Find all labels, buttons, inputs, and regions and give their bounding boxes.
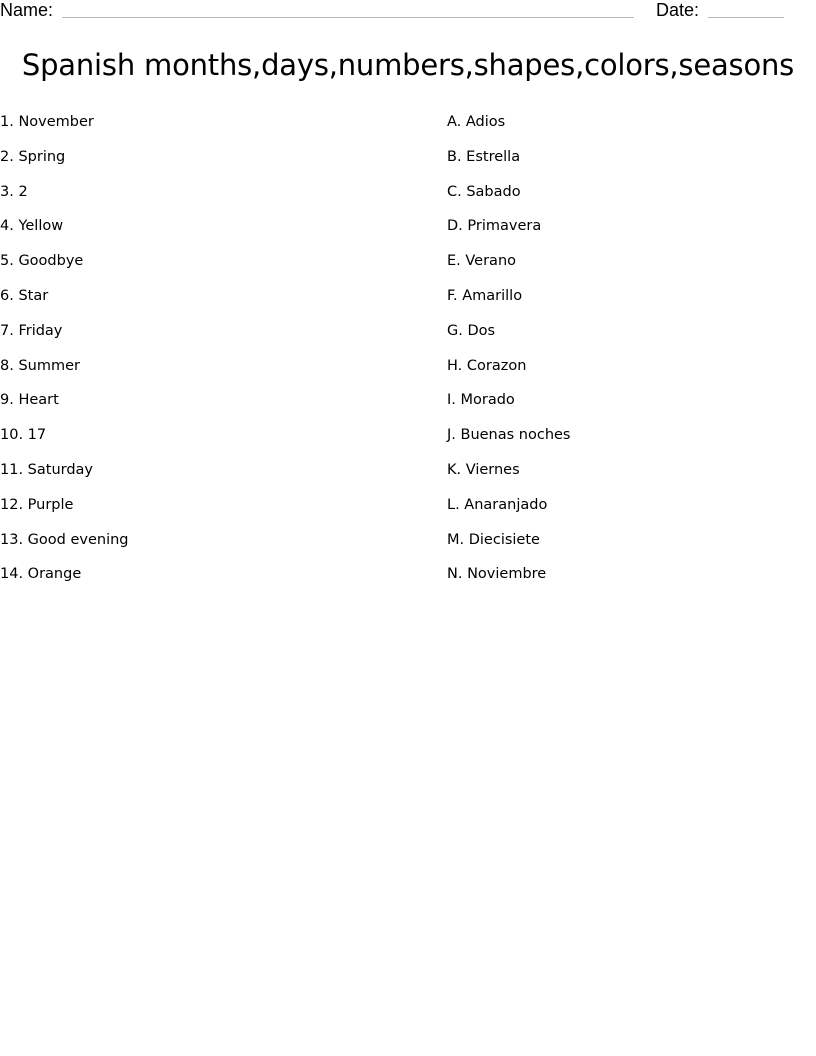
answer-item: C. Sabado bbox=[447, 183, 521, 200]
questions-list bbox=[0, 112, 420, 599]
question-item: 7. Friday bbox=[0, 322, 63, 339]
question-item: 5. Goodbye bbox=[0, 253, 84, 270]
question-item: 11. Saturday bbox=[0, 461, 94, 478]
question-item: 14. Orange bbox=[0, 566, 82, 583]
question-item: 9. Heart bbox=[0, 392, 59, 409]
name-blank-line bbox=[62, 17, 634, 18]
answer-item: G. Dos bbox=[447, 322, 496, 339]
question-item: 13. Good evening bbox=[0, 531, 129, 548]
question-item: 3. 2 bbox=[0, 183, 28, 200]
answers-list bbox=[447, 112, 807, 599]
answer-item: D. Primavera bbox=[447, 218, 542, 235]
answer-item: A. Adios bbox=[447, 114, 506, 130]
date-blank-line bbox=[708, 17, 784, 18]
answer-item: M. Diecisiete bbox=[447, 531, 540, 548]
answer-item: K. Viernes bbox=[447, 461, 520, 478]
answer-item: B. Estrella bbox=[447, 148, 521, 165]
answer-item: F. Amarillo bbox=[447, 287, 523, 304]
worksheet-header bbox=[0, 0, 816, 24]
question-item: 4. Yellow bbox=[0, 218, 64, 235]
question-item: 2. Spring bbox=[0, 148, 66, 165]
answer-item: L. Anaranjado bbox=[447, 496, 548, 513]
answer-item: N. Noviembre bbox=[447, 566, 547, 583]
answer-item: J. Buenas noches bbox=[447, 427, 571, 444]
answer-item: H. Corazon bbox=[447, 357, 527, 374]
page-title: Spanish months,days,numbers,shapes,colors,seasons bbox=[21, 48, 795, 82]
date-label: Date: bbox=[656, 0, 700, 20]
answer-item: I. Morado bbox=[447, 392, 515, 409]
question-item: 8. Summer bbox=[0, 357, 80, 374]
question-item: 12. Purple bbox=[0, 496, 74, 513]
question-item: 6. Star bbox=[0, 287, 49, 304]
answer-item: E. Verano bbox=[447, 253, 517, 270]
question-item: 1. November bbox=[0, 114, 94, 130]
question-item: 10. 17 bbox=[0, 427, 47, 444]
name-label: Name: bbox=[0, 0, 54, 20]
